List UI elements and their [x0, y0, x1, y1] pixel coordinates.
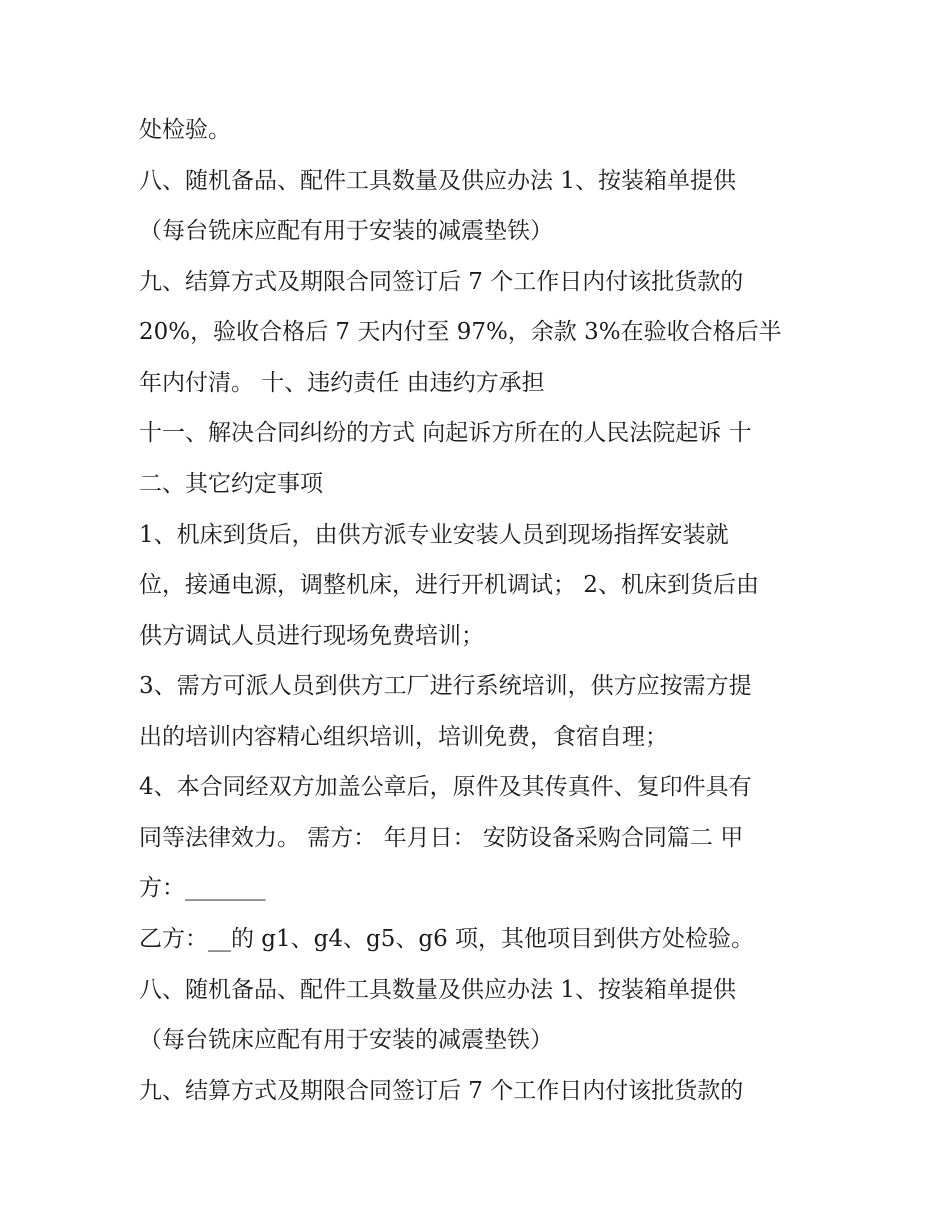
paragraph-line: 八、随机备品、配件工具数量及供应办法 1、按装箱单提供 — [139, 977, 736, 1003]
paragraph-line: 4、本合同经双方加盖公章后，原件及其传真件、复印件具有 — [139, 774, 752, 800]
paragraph-line: （每台铣床应配有用于安装的减震垫铁） — [139, 218, 553, 244]
paragraph-line: 方：_______ — [139, 875, 266, 901]
paragraph-line: 供方调试人员进行现场免费培训； — [139, 623, 484, 649]
paragraph-line: 出的培训内容精心组织培训，培训免费，食宿自理； — [139, 724, 668, 750]
paragraph-line: 二、其它约定事项 — [139, 471, 323, 497]
paragraph-line: 九、结算方式及期限合同签订后 7 个工作日内付该批货款的 — [139, 1078, 744, 1104]
paragraph-line: 同等法律效力。 需方： 年月日： 安防设备采购合同篇二 甲 — [139, 825, 744, 851]
paragraph-line: 十一、解决合同纠纷的方式 向起诉方所在的人民法院起诉 十 — [139, 420, 752, 446]
paragraph-line: 八、随机备品、配件工具数量及供应办法 1、按装箱单提供 — [139, 168, 736, 194]
paragraph-line: 3、需方可派人员到供方工厂进行系统培训，供方应按需方提 — [139, 673, 752, 699]
paragraph-line: 1、机床到货后，由供方派专业安装人员到现场指挥安装就 — [139, 522, 729, 548]
paragraph-line: 乙方：__的 g1、g4、g5、g6 项，其他项目到供方处检验。 — [139, 926, 755, 952]
paragraph-line: 年内付清。 十、违约责任 由违约方承担 — [139, 370, 545, 396]
paragraph-line: 处检验。 — [139, 117, 231, 143]
paragraph-line: 20%，验收合格后 7 天内付至 97%，余款 3%在验收合格后半 — [139, 319, 782, 345]
paragraph-line: 九、结算方式及期限合同签订后 7 个工作日内付该批货款的 — [139, 269, 744, 295]
paragraph-line: （每台铣床应配有用于安装的减震垫铁） — [139, 1027, 553, 1053]
paragraph-line: 位，接通电源，调整机床，进行开机调试； 2、机床到货后由 — [139, 572, 759, 598]
